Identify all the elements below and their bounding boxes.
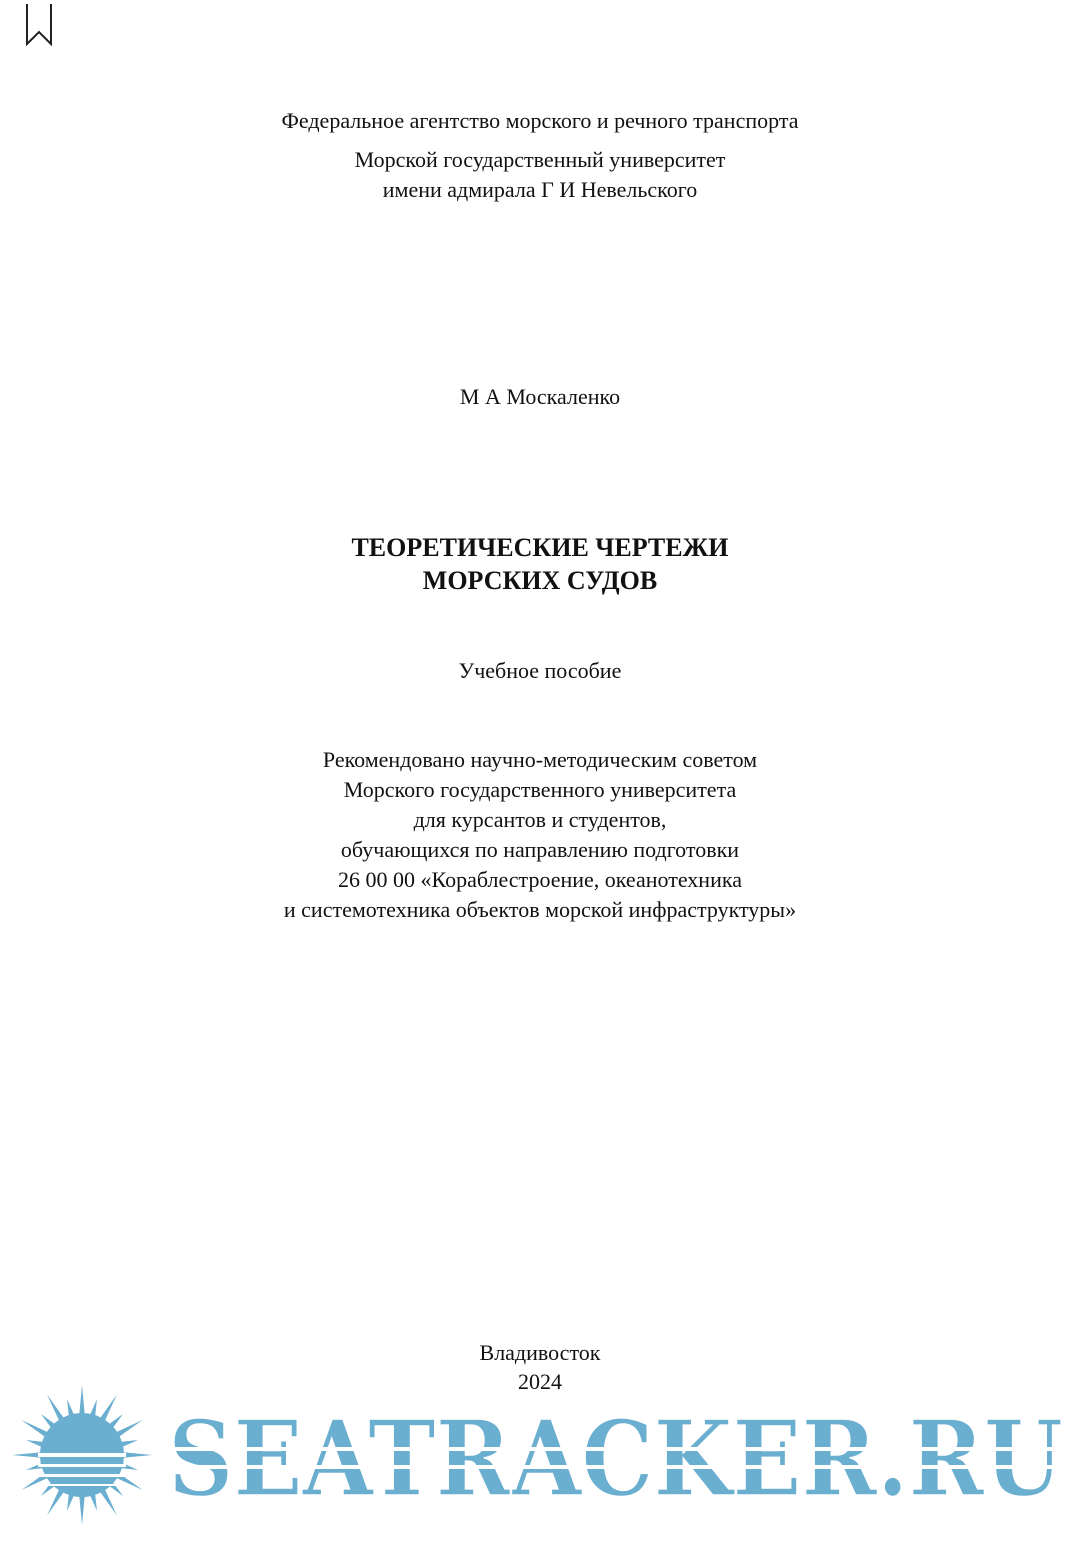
sun-ray xyxy=(100,1394,118,1421)
author-name: М А Москаленко xyxy=(459,384,621,409)
university-name-line2: имени адмирала Г И Невельского xyxy=(382,177,698,202)
sun-ray xyxy=(100,1488,118,1515)
sun-ray xyxy=(47,1394,65,1421)
sun-ray xyxy=(47,1488,65,1515)
sun-ray xyxy=(79,1495,85,1525)
recommendation-line: Рекомендовано научно-методическим советом xyxy=(322,747,758,772)
recommendation-line: для курсантов и студентов, xyxy=(413,807,667,832)
publication-city: Владивосток xyxy=(479,1340,601,1365)
sun-ray xyxy=(79,1385,85,1415)
document-type: Учебное пособие xyxy=(458,658,622,683)
recommendation-line: и системотехника объектов морской инфраструктуры» xyxy=(283,897,797,922)
publication-year: 2024 xyxy=(518,1369,562,1394)
sun-ray xyxy=(21,1420,48,1438)
bookmark-icon[interactable] xyxy=(24,2,54,46)
document-title-line1: ТЕОРЕТИЧЕСКИЕ ЧЕРТЕЖИ xyxy=(351,533,729,562)
sun-ray xyxy=(115,1420,142,1438)
sun-ray xyxy=(122,1452,152,1458)
document-title-line2: МОРСКИХ СУДОВ xyxy=(422,566,658,595)
sun-burst-logo-icon xyxy=(12,1385,152,1525)
recommendation-line: обучающихся по направлению подготовки xyxy=(340,837,740,862)
university-name: Морской государственный университет xyxy=(354,147,726,172)
agency-name: Федеральное агентство морского и речного транспорта xyxy=(281,108,799,133)
recommendation-line: Морского государственного университета xyxy=(343,777,737,802)
watermark-text: SEATRACKER.RU xyxy=(168,1397,1063,1520)
recommendation-line: 26 00 00 «Кораблестроение, океанотехника xyxy=(338,867,742,892)
seatracker-watermark xyxy=(0,1385,1080,1525)
sun-ray xyxy=(12,1452,42,1458)
